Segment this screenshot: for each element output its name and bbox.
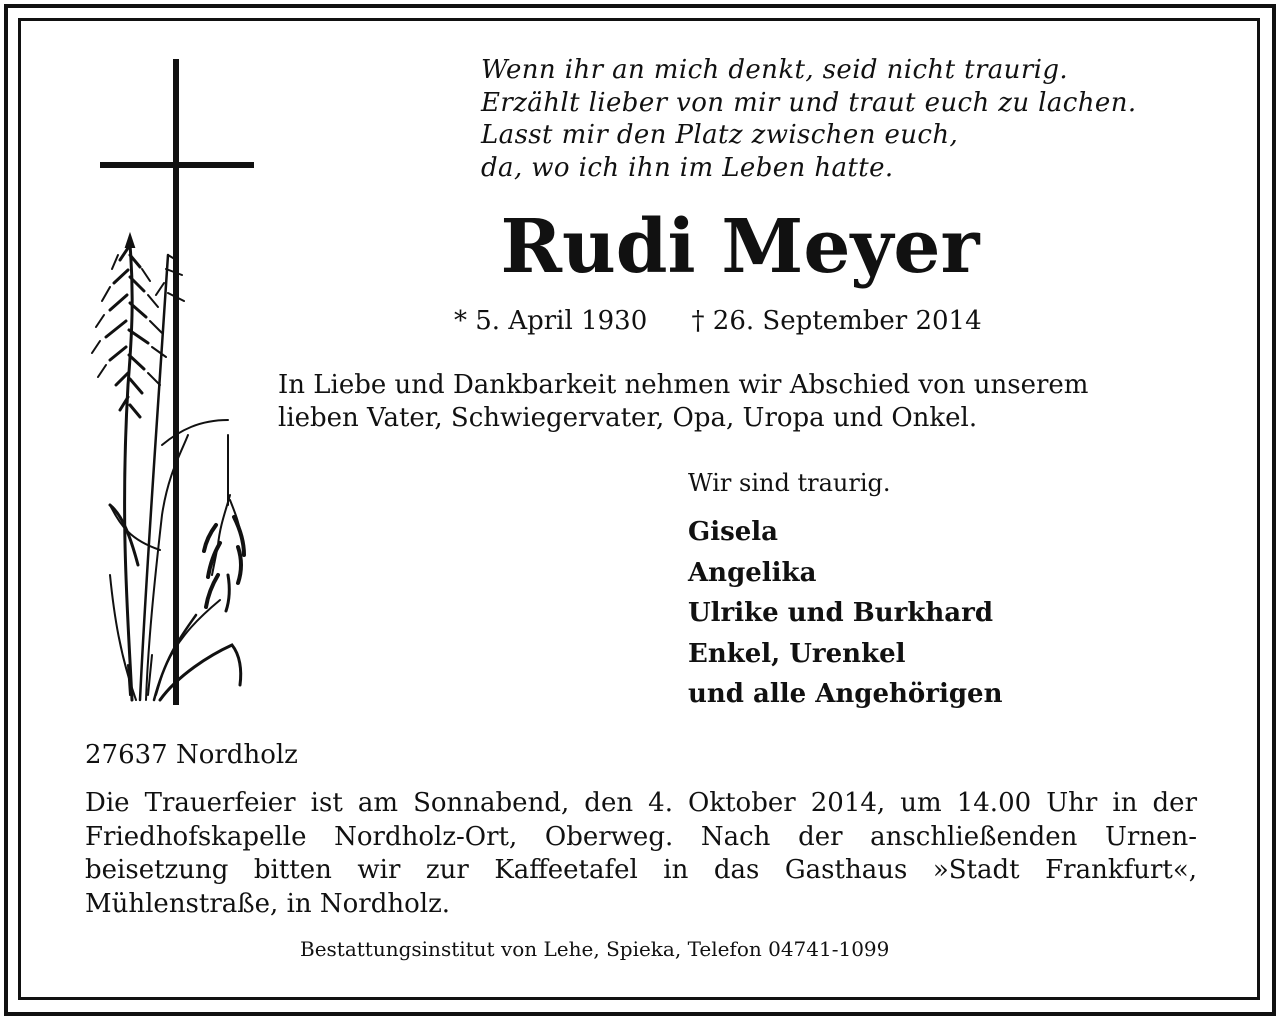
farewell-line: In Liebe und Dankbarkeit nehmen wir Abschied von unserem: [278, 370, 1089, 400]
farewell-line: lieben Vater, Schwiegervater, Opa, Uropa und Onkel.: [278, 403, 978, 433]
cross-and-grass-illustration: [70, 55, 270, 710]
location-line: 27637 Nordholz: [85, 740, 298, 770]
service-line: Mühlenstraße, in Nordholz.: [85, 888, 451, 919]
mourner-name: Angelika: [688, 557, 817, 588]
service-line: Die Trauerfeier ist am Sonnabend, den 4. Oktober 2014, um 14.00 Uhr in der: [85, 788, 1197, 818]
funeral-home-footer: Bestattungsinstitut von Lehe, Spieka, Telefon 04741-1099: [300, 937, 890, 961]
service-details: [85, 787, 1197, 921]
death-date: † 26. September 2014: [691, 306, 982, 336]
service-line: beisetzung bitten wir zur Kaffeetafel in das Gasthaus »Stadt Frankfurt«,: [85, 855, 1197, 885]
quote-line: da, wo ich ihn im Leben hatte.: [481, 152, 894, 183]
farewell-text: [278, 369, 1208, 435]
deceased-name: Rudi Meyer: [500, 204, 980, 290]
mourner-name: Gisela: [688, 517, 778, 547]
mourners-list: [688, 512, 1002, 715]
quote-line: Erzählt lieber von mir und traut euch zu lachen.: [481, 87, 1137, 118]
mourner-name: Enkel, Urenkel: [688, 638, 906, 669]
quote-line: Wenn ihr an mich denkt, seid nicht traurig.: [481, 55, 1069, 85]
mourner-name: und alle Angehörigen: [688, 679, 1003, 709]
service-line: Friedhofskapelle Nordholz-Ort, Oberweg. Nach der anschließenden Urnen-: [85, 821, 1197, 852]
life-dates: [454, 306, 982, 336]
birth-date: * 5. April 1930: [454, 306, 648, 336]
memorial-quote: [481, 54, 1221, 184]
cross-icon: [100, 59, 254, 705]
grass-icon: [92, 235, 244, 700]
mourners-intro: Wir sind traurig.: [688, 469, 891, 497]
quote-line: Lasst mir den Platz zwischen euch,: [481, 120, 959, 150]
mourner-name: Ulrike und Burkhard: [688, 598, 993, 628]
